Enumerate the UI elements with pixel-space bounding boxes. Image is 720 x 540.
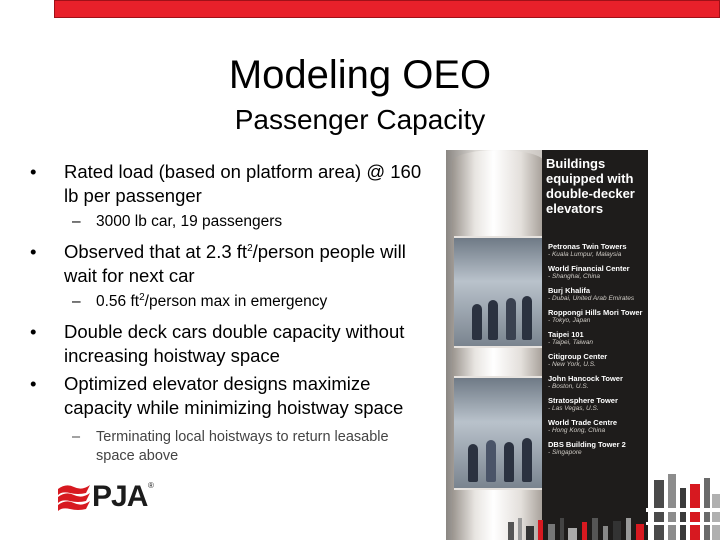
photo-headline: Buildings equipped with double-decker elevators bbox=[546, 156, 635, 216]
bullet-marker: • bbox=[30, 373, 37, 394]
sub-bullet-item bbox=[30, 428, 430, 466]
building-name: Petronas Twin Towers bbox=[548, 242, 627, 251]
building-name: Taipei 101 bbox=[548, 330, 584, 339]
bullet-text-post: /person people will wait for next car bbox=[64, 241, 406, 286]
building-location: - Dubai, United Arab Emirates bbox=[548, 295, 635, 302]
sub-bullet-text-pre: 0.56 ft bbox=[96, 293, 140, 310]
elevator-lower-deck bbox=[454, 376, 542, 490]
passenger-figure bbox=[486, 440, 496, 482]
passenger-figure bbox=[472, 304, 482, 340]
bullet-list bbox=[30, 160, 430, 466]
superscript: 2 bbox=[247, 242, 253, 254]
building-location: - Singapore bbox=[548, 449, 582, 456]
building-item bbox=[548, 418, 648, 435]
building-name: Roppongi Hills Mori Tower bbox=[548, 308, 643, 317]
sub-bullet-text-post: /person max in emergency bbox=[144, 293, 328, 310]
building-item bbox=[548, 242, 648, 259]
sub-bullet-item bbox=[30, 292, 430, 312]
bullet-text: Double deck cars double capacity without increasing hoistway space bbox=[64, 321, 405, 366]
building-name: DBS Building Tower 2 bbox=[548, 440, 626, 449]
building-name: World Trade Centre bbox=[548, 418, 618, 427]
slide-title bbox=[0, 52, 720, 98]
building-name: John Hancock Tower bbox=[548, 374, 623, 383]
building-location: - Hong Kong, China bbox=[548, 427, 606, 434]
passenger-figure bbox=[506, 298, 516, 340]
sub-bullet-text: Terminating local hoistways to return leasable space above bbox=[96, 429, 389, 464]
building-location: - New York, U.S. bbox=[548, 361, 596, 368]
building-item bbox=[548, 374, 648, 391]
slide-subtitle: Passenger Capacity bbox=[234, 104, 486, 135]
passenger-figure bbox=[488, 300, 498, 340]
building-name: Burj Khalifa bbox=[548, 286, 591, 295]
bullet-item bbox=[30, 240, 430, 288]
accent-top-bar bbox=[54, 0, 720, 18]
building-name: World Financial Center bbox=[548, 264, 630, 273]
elevator-upper-deck bbox=[454, 236, 542, 348]
building-location: - Taipei, Taiwan bbox=[548, 339, 594, 346]
building-item bbox=[548, 440, 648, 457]
passenger-figure bbox=[504, 442, 514, 482]
sub-bullet-text: 3000 lb car, 19 passengers bbox=[96, 213, 283, 230]
bullet-marker: • bbox=[30, 241, 37, 262]
sub-bullet-marker: – bbox=[72, 293, 81, 310]
sub-bullet-marker: – bbox=[72, 429, 81, 445]
building-item bbox=[548, 308, 648, 325]
building-location: - Shanghai, China bbox=[548, 273, 601, 280]
decorative-pattern bbox=[646, 474, 720, 540]
decorative-strip bbox=[508, 518, 648, 540]
building-item bbox=[548, 264, 648, 281]
bullet-text-pre: Observed that at 2.3 ft bbox=[64, 241, 248, 262]
double-decker-elevator-photo bbox=[446, 150, 648, 540]
logo-text: PJA bbox=[92, 480, 148, 513]
superscript: 2 bbox=[139, 291, 145, 303]
building-list bbox=[548, 242, 648, 462]
building-name: Citigroup Center bbox=[548, 352, 608, 361]
slide-title-text: Modeling OEO bbox=[228, 53, 492, 97]
sub-bullet-item bbox=[30, 212, 430, 232]
bullet-marker: • bbox=[30, 161, 37, 182]
passenger-figure bbox=[468, 444, 478, 482]
logo-registered-mark: ® bbox=[148, 481, 154, 490]
bullet-item bbox=[30, 320, 430, 368]
building-location: - Las Vegas, U.S. bbox=[548, 405, 599, 412]
passenger-figure bbox=[522, 438, 532, 482]
bullet-text: Optimized elevator designs maximize capacity while minimizing hoistway space bbox=[64, 373, 404, 418]
bullet-marker: • bbox=[30, 321, 37, 342]
building-location: - Boston, U.S. bbox=[548, 383, 589, 390]
bullet-item bbox=[30, 372, 430, 420]
building-item bbox=[548, 396, 648, 413]
pja-flag-icon bbox=[56, 481, 92, 513]
building-item bbox=[548, 352, 648, 369]
building-location: - Tokyo, Japan bbox=[548, 317, 591, 324]
building-location: - Kuala Lumpur, Malaysia bbox=[548, 251, 622, 258]
building-item bbox=[548, 330, 648, 347]
building-item bbox=[548, 286, 648, 303]
passenger-figure bbox=[522, 296, 532, 340]
bullet-item bbox=[30, 160, 430, 208]
building-name: Stratosphere Tower bbox=[548, 396, 618, 405]
bullet-text: Rated load (based on platform area) @ 160 lb per passenger bbox=[64, 161, 422, 206]
sub-bullet-marker: – bbox=[72, 213, 81, 230]
